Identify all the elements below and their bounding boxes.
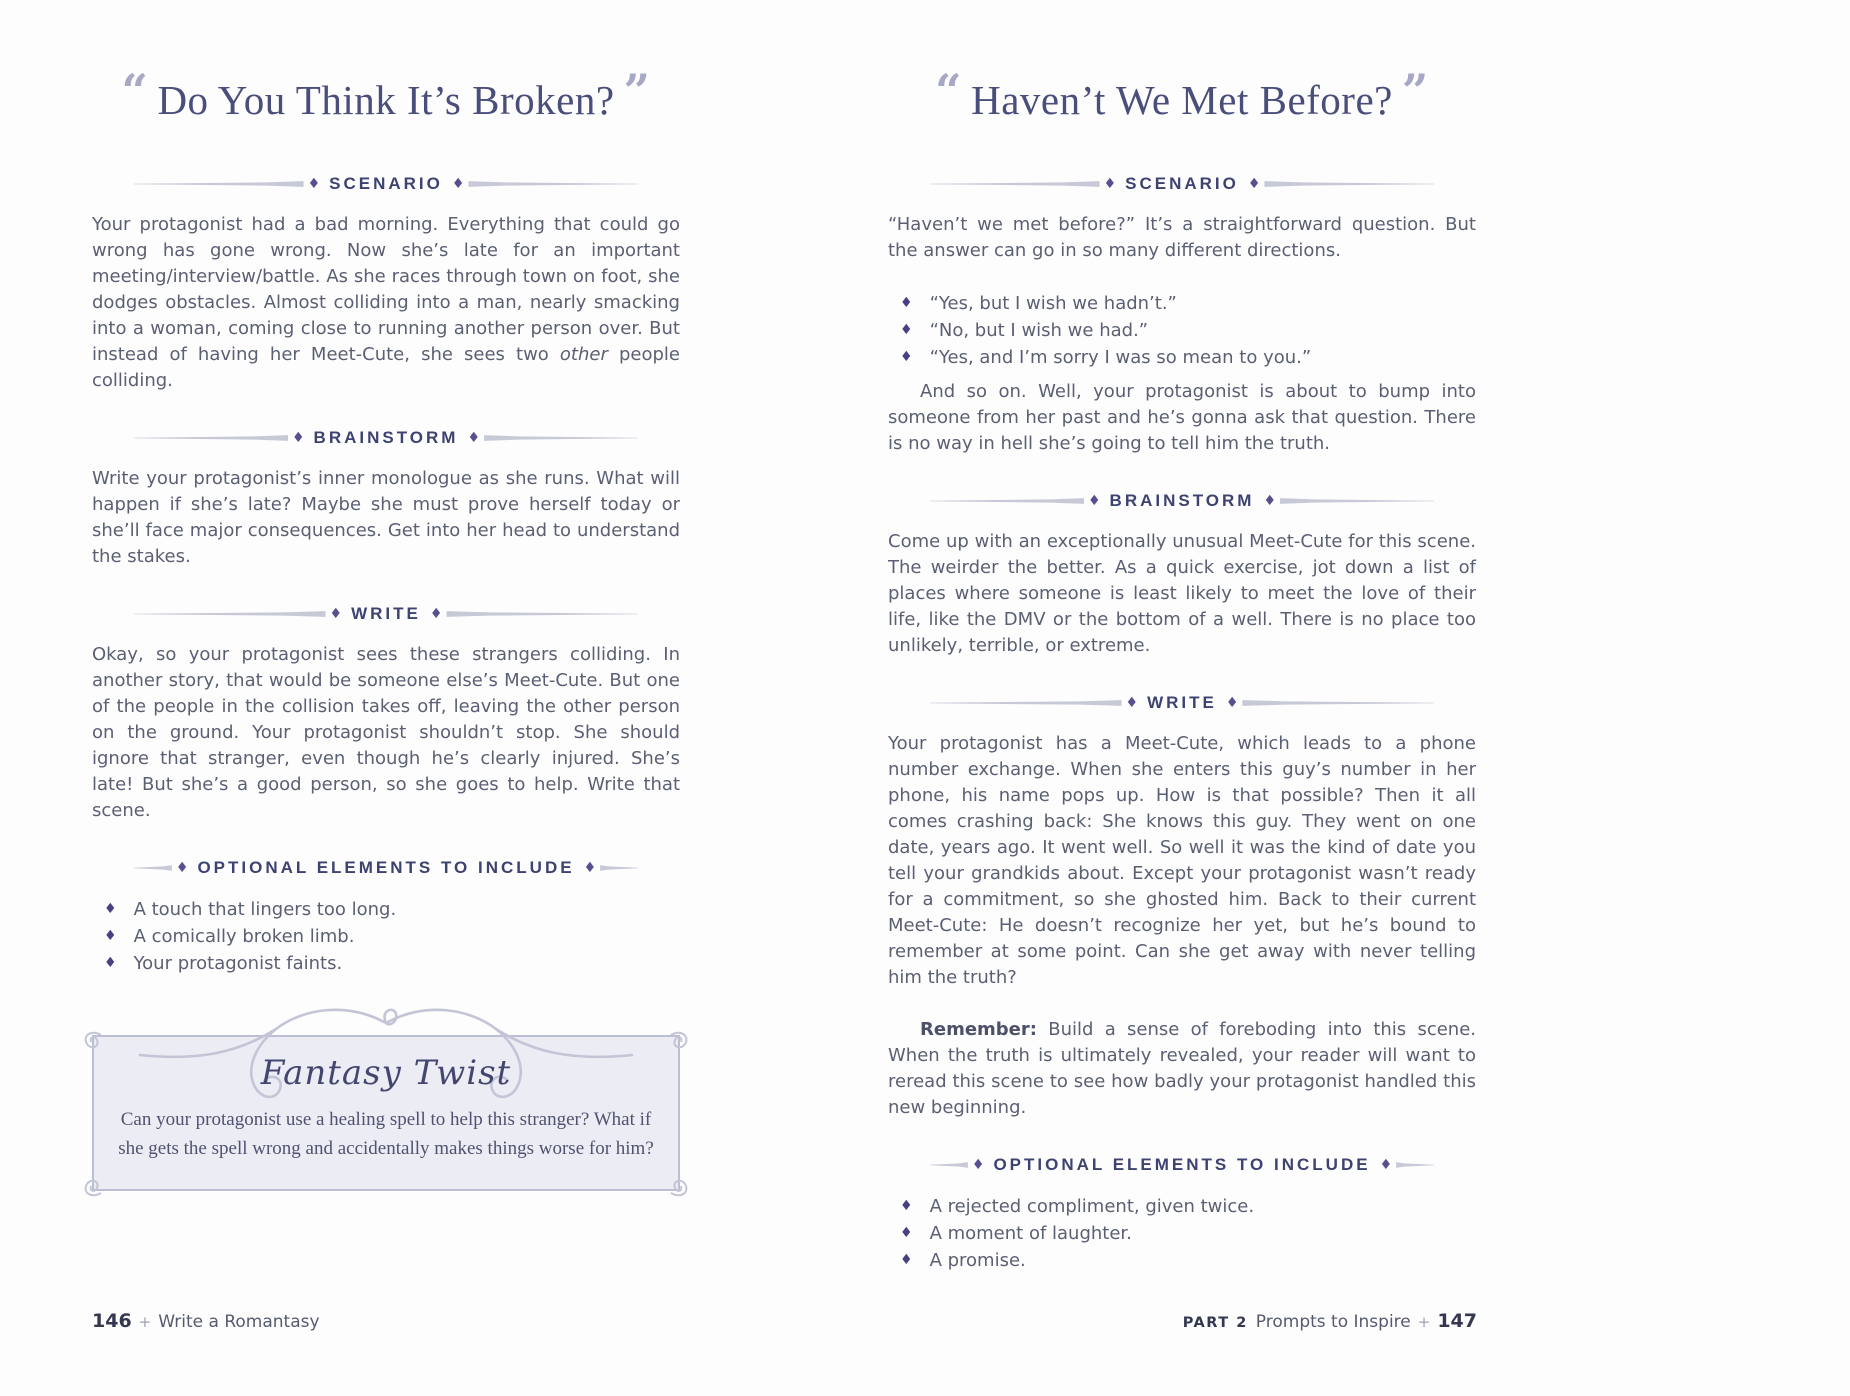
brainstorm-paragraph: Write your protagonist’s inner monologue as she runs. What will happen if she’s late? Maybe she must prove herself today or she’ll face major consequences. Get into her head to understand the stakes. xyxy=(92,468,680,567)
list-item-text: A touch that lingers too long. xyxy=(133,899,397,920)
diamond-icon: ♦ xyxy=(307,176,321,192)
remember-label: Remember: xyxy=(920,1019,1037,1040)
scenario-intro-paragraph: “Haven’t we met before?” It’s a straightforward question. But the answer can go in so many different directions. xyxy=(888,214,1476,261)
section-label: BRAINSTORM xyxy=(1109,491,1255,510)
diamond-icon: ♦ xyxy=(1247,176,1261,192)
section-label: BRAINSTORM xyxy=(313,428,459,447)
section-label: WRITE xyxy=(351,604,421,623)
diamond-icon: ♦ xyxy=(1379,1157,1393,1173)
diamond-icon: ♦ xyxy=(1225,695,1239,711)
taper-rule-left xyxy=(134,865,172,871)
corner-curl-icon xyxy=(667,1173,693,1199)
fantasy-twist-text: Can your protagonist use a healing spell to help this stranger? What if she gets the spell wrong and accidentally makes things worse for him? xyxy=(118,1109,654,1159)
footer-left xyxy=(92,1310,320,1332)
corner-curl-icon xyxy=(79,1173,105,1199)
part-label: PART 2 xyxy=(1182,1315,1248,1331)
taper-rule-right xyxy=(1264,181,1434,187)
diamond-bullet-icon: ♦ xyxy=(900,1225,913,1241)
fantasy-twist-box xyxy=(92,1035,680,1191)
corner-curl-icon xyxy=(79,1029,105,1055)
diamond-icon: ♦ xyxy=(1087,493,1101,509)
footer-right xyxy=(1183,1310,1477,1332)
taper-rule-left xyxy=(134,435,288,441)
section-header-optional-elements xyxy=(134,858,638,878)
diamond-bullet-icon: ♦ xyxy=(900,295,913,311)
section-title-footer: Prompts to Inspire xyxy=(1255,1312,1411,1332)
diamond-icon: ♦ xyxy=(1263,493,1277,509)
page-number: 147 xyxy=(1437,1310,1477,1332)
diamond-bullet-icon: ♦ xyxy=(900,1198,913,1214)
taper-rule-left xyxy=(930,498,1084,504)
taper-rule-right xyxy=(468,181,638,187)
diamond-icon: ♦ xyxy=(1125,695,1139,711)
scenario-text-b: people colliding. xyxy=(92,344,680,391)
section-header-brainstorm xyxy=(134,428,638,448)
diamond-icon: ♦ xyxy=(467,430,481,446)
open-quote-icon: “ xyxy=(121,64,149,118)
chapter-title-left xyxy=(92,64,680,124)
scenario-italic-word: other xyxy=(559,344,608,365)
section-header-write xyxy=(930,693,1434,713)
diamond-icon: ♦ xyxy=(583,860,597,876)
list-item xyxy=(104,896,680,923)
diamond-icon: ♦ xyxy=(451,176,465,192)
write-paragraph: Your protagonist has a Meet-Cute, which leads to a phone number exchange. When she enters this guy’s number in her phone, his name pops up. How is that possible? Then it all comes crashing back: She knows this guy. They went on one date, years ago. It went well. So well it was the kind of date you tell your grandkids about. Except your protagonist wasn’t ready for a commitment, so she ghosted him. Back to their current Meet-Cute: He doesn’t recognize her yet, but he’s bound to remember at some point. Can she get away with never telling him the truth? xyxy=(888,733,1476,988)
taper-rule-right xyxy=(1396,1162,1434,1168)
list-item-text: “Yes, and I’m sorry I was so mean to you.” xyxy=(929,347,1312,368)
section-label: OPTIONAL ELEMENTS TO INCLUDE xyxy=(197,858,575,877)
diamond-icon: ♦ xyxy=(329,606,343,622)
scenario-text-a: Your protagonist had a bad morning. Everything that could go wrong has gone wrong. Now she’s late for an important meeting/interview/battle. As she races through town on foot, she dodges obstacles. Almost colliding into a man, nearly smacking into a woman, coming close to running another person over. But instead of having her Meet-Cute, she sees two xyxy=(92,214,680,365)
taper-rule-right xyxy=(1242,700,1434,706)
remember-text: Build a sense of foreboding into this scene. When the truth is ultimately revealed, your reader will want to reread this scene to see how badly your protagonist handled this new beginning. xyxy=(888,1019,1476,1118)
close-quote-icon: ” xyxy=(623,64,651,118)
diamond-icon: ♦ xyxy=(291,430,305,446)
chapter-title-right xyxy=(888,64,1476,124)
section-header-brainstorm xyxy=(930,491,1434,511)
taper-rule-right xyxy=(600,865,638,871)
write-paragraph: Okay, so your protagonist sees these strangers colliding. In another story, that would be someone else’s Meet-Cute. But one of the people in the collision takes off, leaving the other person on the ground. Your protagonist shouldn’t stop. She should ignore that stranger, even though he’s clearly injured. She’s late! But she’s a good person, so she goes to help. Write that scene. xyxy=(92,644,680,821)
diamond-icon: ♦ xyxy=(429,606,443,622)
list-item-text: “Yes, but I wish we hadn’t.” xyxy=(929,293,1177,314)
optional-elements-list xyxy=(92,896,680,977)
chapter-title-text: Haven’t We Met Before? xyxy=(971,77,1393,123)
diamond-bullet-icon: ♦ xyxy=(900,1252,913,1268)
book-title-footer: Write a Romantasy xyxy=(158,1312,320,1332)
list-item xyxy=(900,317,1476,344)
section-label: OPTIONAL ELEMENTS TO INCLUDE xyxy=(993,1155,1371,1174)
diamond-bullet-icon: ♦ xyxy=(900,322,913,338)
section-label: SCENARIO xyxy=(329,174,443,193)
page-number: 146 xyxy=(92,1310,132,1332)
diamond-icon: ♦ xyxy=(175,860,189,876)
list-item xyxy=(104,950,680,977)
plus-separator-icon: + xyxy=(1417,1313,1431,1331)
list-item xyxy=(900,344,1476,371)
list-item-text: A rejected compliment, given twice. xyxy=(929,1196,1255,1217)
list-item-text: A moment of laughter. xyxy=(929,1223,1132,1244)
section-header-scenario xyxy=(930,174,1434,194)
remember-paragraph xyxy=(888,1017,1476,1121)
list-item xyxy=(104,923,680,950)
scenario-quote-list xyxy=(888,290,1476,371)
scenario-paragraph xyxy=(92,212,680,394)
list-item xyxy=(900,1193,1476,1220)
section-header-scenario xyxy=(134,174,638,194)
taper-rule-right xyxy=(1280,498,1434,504)
taper-rule-left xyxy=(930,181,1100,187)
diamond-bullet-icon: ♦ xyxy=(900,349,913,365)
corner-curl-icon xyxy=(667,1029,693,1055)
list-item-text: A promise. xyxy=(929,1250,1026,1271)
taper-rule-left xyxy=(134,181,304,187)
taper-rule-right xyxy=(484,435,638,441)
list-item xyxy=(900,290,1476,317)
scenario-outro-paragraph: And so on. Well, your protagonist is about to bump into someone from her past and he’s gonna ask that question. There is no way in hell she’s going to tell him the truth. xyxy=(888,381,1476,454)
list-item xyxy=(900,1247,1476,1274)
chapter-title-text: Do You Think It’s Broken? xyxy=(157,77,615,123)
taper-rule-left xyxy=(930,700,1122,706)
list-item-text: “No, but I wish we had.” xyxy=(929,320,1149,341)
section-header-optional-elements xyxy=(930,1155,1434,1175)
diamond-icon: ♦ xyxy=(971,1157,985,1173)
section-label: SCENARIO xyxy=(1125,174,1239,193)
close-quote-icon: ” xyxy=(1401,64,1429,118)
taper-rule-left xyxy=(930,1162,968,1168)
list-item-text: A comically broken limb. xyxy=(133,926,355,947)
open-quote-icon: “ xyxy=(935,64,963,118)
right-page xyxy=(888,0,1476,1298)
diamond-bullet-icon: ♦ xyxy=(104,901,117,917)
list-item-text: Your protagonist faints. xyxy=(133,953,343,974)
optional-elements-list xyxy=(888,1193,1476,1274)
section-label: WRITE xyxy=(1147,693,1217,712)
taper-rule-right xyxy=(446,611,638,617)
diamond-bullet-icon: ♦ xyxy=(104,928,117,944)
section-header-write xyxy=(134,604,638,624)
diamond-bullet-icon: ♦ xyxy=(104,955,117,971)
left-page xyxy=(92,0,680,1191)
plus-separator-icon: + xyxy=(138,1313,152,1331)
brainstorm-paragraph: Come up with an exceptionally unusual Meet-Cute for this scene. The weirder the better. As a quick exercise, jot down a list of places where someone is least likely to meet the love of their life, like the DMV or the bottom of a well. There is no place too unlikely, terrible, or extreme. xyxy=(888,531,1476,656)
fantasy-twist-title: Fantasy Twist xyxy=(260,1053,512,1093)
diamond-icon: ♦ xyxy=(1103,176,1117,192)
list-item xyxy=(900,1220,1476,1247)
taper-rule-left xyxy=(134,611,326,617)
